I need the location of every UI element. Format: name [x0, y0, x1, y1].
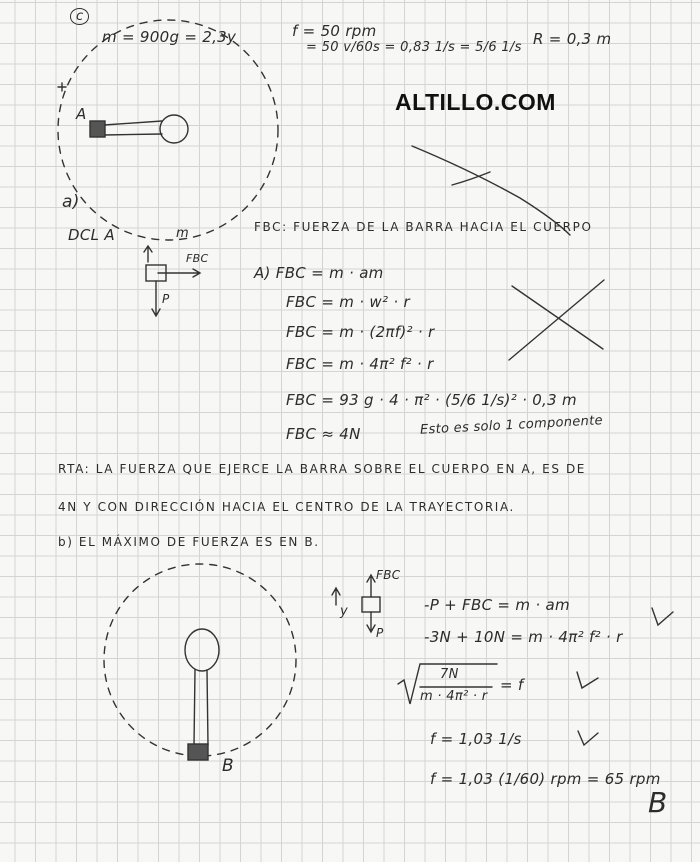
- grade-mark: B: [648, 786, 668, 819]
- block-b: [188, 744, 208, 760]
- dcl-b-axis: [332, 588, 340, 605]
- dcl-b-block: [362, 597, 380, 612]
- sqrt-numerator: 7N: [440, 667, 459, 682]
- answer-line-1: RTA: LA FUERZA QUE EJERCE LA BARRA SOBRE EL CUERPO EN A, ES DE: [58, 462, 586, 476]
- check-3: [578, 731, 598, 745]
- equation-b-1: -P + FBC = m · am: [424, 596, 570, 614]
- result-frequency-rpm: f = 1,03 (1/60) rpm = 65 rpm: [430, 770, 661, 788]
- equation-a-1: A) FBC = m · am: [254, 264, 384, 282]
- strike-x-1: [512, 286, 603, 349]
- problem-number: c: [70, 8, 89, 25]
- dcl-b-axis-label: y: [340, 604, 348, 619]
- radius-given: R = 0,3 m: [533, 30, 612, 48]
- block-a: [90, 121, 105, 137]
- component-note: Esto es solo 1 componente: [419, 413, 604, 438]
- equation-a-4: FBC = m · 4π² f² · r: [286, 355, 434, 373]
- bar-b: [194, 670, 208, 745]
- point-a-label: A: [76, 105, 87, 123]
- dcl-a-title: DCL A: [68, 226, 115, 244]
- equation-a-5: FBC = 93 g · 4 · π² · (5/6 1/s)² · 0,3 m: [286, 391, 577, 409]
- equation-a-6: FBC ≈ 4N: [286, 425, 361, 443]
- dcl-b-weight-arrow: [367, 612, 375, 632]
- equation-a-3: FBC = m · (2πf)² · r: [286, 323, 435, 341]
- ball-b: [185, 629, 219, 671]
- part-a-label: a): [62, 192, 80, 212]
- check-2: [577, 672, 598, 688]
- bar-a: [104, 121, 162, 135]
- dcl-a-weight-arrow: [152, 281, 160, 316]
- sqrt-denominator: m · 4π² · r: [420, 689, 488, 704]
- equation-a-2: FBC = m · w² · r: [286, 293, 410, 311]
- check-1: [652, 608, 673, 625]
- dcl-a-axis-label: m: [176, 226, 189, 241]
- watermark: ALTILLO.COM: [395, 89, 556, 115]
- sqrt-result: = f: [500, 676, 524, 694]
- fbc-definition: FBC: FUERZA DE LA BARRA HACIA EL CUERPO: [254, 220, 593, 234]
- dcl-b-fbc-arrow: [367, 575, 375, 597]
- frequency-conversion: = 50 v/60s = 0,83 1/s = 5/6 1/s: [306, 40, 522, 55]
- dcl-a-axis: [144, 246, 152, 262]
- ball-a: [160, 115, 188, 143]
- dcl-b-weight-label: P: [376, 626, 384, 640]
- point-b-label: B: [222, 756, 234, 776]
- part-b-statement: b) EL MÁXIMO DE FUERZA ES EN B.: [58, 535, 320, 549]
- trajectory-circle-b: [104, 564, 296, 756]
- strike-x-2: [509, 280, 604, 360]
- dcl-a-fbc-label: FBC: [186, 252, 209, 265]
- answer-line-2: 4N Y CON DIRECCIÓN HACIA EL CENTRO DE LA TRAYECTORIA.: [58, 500, 515, 514]
- dcl-a-weight-label: P: [162, 292, 170, 306]
- dcl-a-fbc-arrow: [158, 269, 200, 277]
- mass-given: m = 900g = 2,3y: [102, 28, 237, 46]
- result-frequency-hz: f = 1,03 1/s: [430, 730, 522, 748]
- equation-b-2: -3N + 10N = m · 4π² f² · r: [424, 628, 623, 646]
- dcl-b-fbc-label: FBC: [376, 568, 401, 582]
- frequency-given: f = 50 rpm: [292, 22, 377, 40]
